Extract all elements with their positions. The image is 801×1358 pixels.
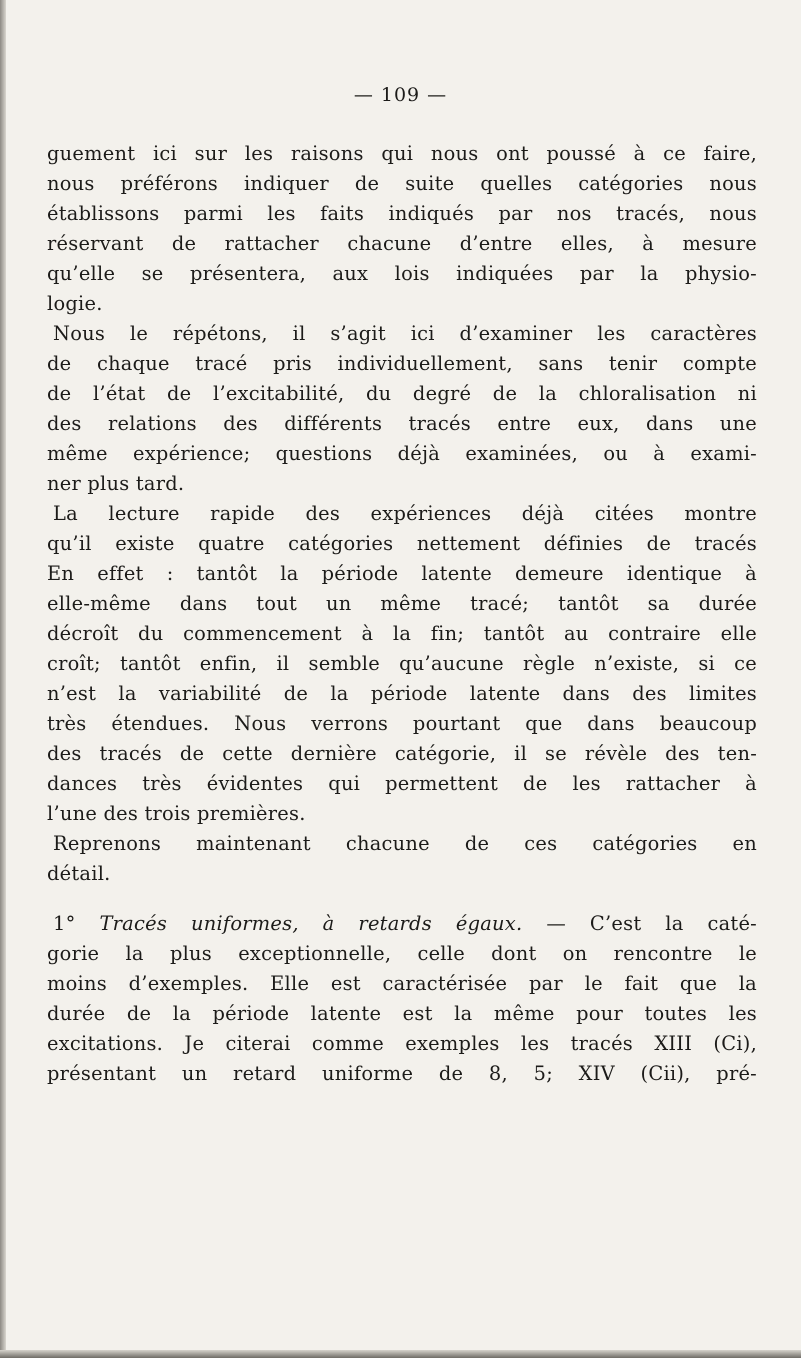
- section-heading-line: [47, 909, 757, 939]
- text-line: excitations. Je citerai comme exemples les tracés XIII (Ci),: [47, 1032, 757, 1055]
- text-line: qu’elle se présentera, aux lois indiquées par la physio-: [47, 262, 757, 285]
- text-line: dances très évidentes qui permettent de les rattacher à: [47, 772, 757, 795]
- text-line: ner plus tard.: [47, 472, 185, 495]
- body-text: [47, 139, 757, 1089]
- text-line: de chaque tracé pris individuellement, sans tenir compte: [47, 352, 757, 375]
- text-line: réservant de rattacher chacune d’entre elles, à mesure: [47, 232, 757, 255]
- text-line: très étendues. Nous verrons pourtant que dans beaucoup: [47, 712, 757, 735]
- text-line: de l’état de l’excitabilité, du degré de la chloralisation ni: [47, 382, 757, 405]
- text-line: décroît du commencement à la fin; tantôt au contraire elle: [47, 622, 757, 645]
- text-line: croît; tantôt enfin, il semble qu’aucune règle n’existe, si ce: [47, 652, 757, 675]
- text-line: établissons parmi les faits indiqués par nos tracés, nous: [47, 202, 757, 225]
- text-line: l’une des trois premières.: [47, 802, 306, 825]
- text-line: détail.: [47, 862, 111, 885]
- text-line: des relations des différents tracés entre eux, dans une: [47, 412, 757, 435]
- text-line: guement ici sur les raisons qui nous ont poussé à ce faire,: [47, 142, 757, 165]
- text-line: nous préférons indiquer de suite quelles catégories nous: [47, 172, 757, 195]
- text-line: durée de la période latente est la même pour toutes les: [47, 1002, 757, 1025]
- text-line: elle-même dans tout un même tracé; tantôt sa durée: [47, 592, 757, 615]
- section-number: 1°: [53, 912, 76, 935]
- section-heading-rest: — C’est la caté-: [546, 912, 757, 935]
- text-line: qu’il existe quatre catégories nettement définies de tracés: [47, 532, 757, 555]
- text-line: même expérience; questions déjà examinées, ou à exami-: [47, 442, 757, 465]
- text-line: moins d’exemples. Elle est caractérisée par le fait que la: [47, 972, 757, 995]
- page-edge-shadow: [0, 0, 6, 1358]
- text-line: présentant un retard uniforme de 8, 5; XIV (Cii), pré-: [47, 1062, 757, 1085]
- text-line: gorie la plus exceptionnelle, celle dont on rencontre le: [47, 942, 757, 965]
- section-title: Tracés uniformes, à retards égaux.: [99, 912, 523, 935]
- text-line: n’est la variabilité de la période latente dans des limites: [47, 682, 757, 705]
- text-line: La lecture rapide des expériences déjà citées montre: [53, 502, 757, 525]
- paragraph-gap: [47, 889, 757, 909]
- text-line: Reprenons maintenant chacune de ces catégories en: [53, 832, 757, 855]
- page-number: — 109 —: [353, 84, 448, 106]
- page-bottom-edge: [0, 1350, 801, 1358]
- text-line: des tracés de cette dernière catégorie, il se révèle des ten-: [47, 742, 757, 765]
- text-line: Nous le répétons, il s’agit ici d’examiner les caractères: [53, 322, 757, 345]
- text-line: En effet : tantôt la période latente demeure identique à: [47, 562, 757, 585]
- text-line: logie.: [47, 292, 103, 315]
